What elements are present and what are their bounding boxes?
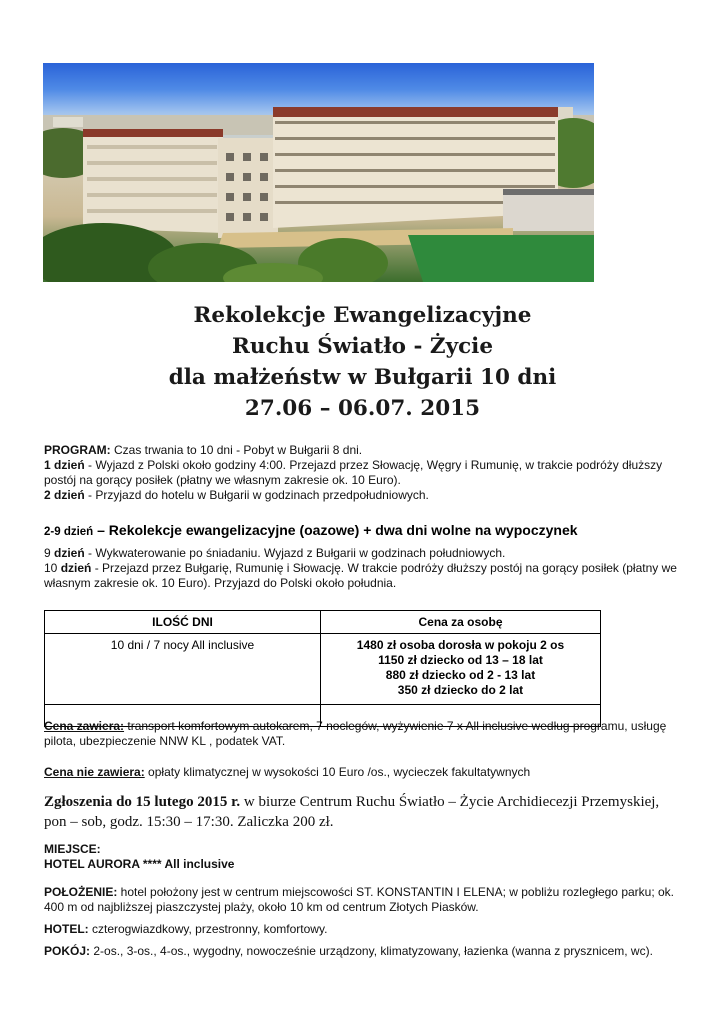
room-label: POKÓJ: <box>44 944 91 958</box>
location-label: POŁOŻENIE: <box>44 885 118 899</box>
program-section <box>44 443 684 503</box>
price-adult: 1480 zł osoba dorosła w pokoju 2 os <box>356 638 565 652</box>
return-section <box>44 546 684 591</box>
registration-deadline: Zgłoszenia do 15 lutego 2015 r. <box>44 794 241 810</box>
table-cell-days: 10 dni / 7 nocy All inclusive <box>45 634 321 705</box>
price-child-2-13: 880 zł dziecko od 2 - 13 lat <box>385 668 536 682</box>
registration-text: w biurze Centrum Ruchu Światło – Życie Archidiecezji Przemyskiej, pon – sob, godz. 15:30 – 17:30. Zaliczka 200 zł. <box>44 794 660 830</box>
day2-text: - Przyjazd do hotelu w Bułgarii w godzinach przedpołudniowych. <box>84 488 429 502</box>
day10-num: 10 <box>44 561 61 575</box>
program-label: PROGRAM: <box>44 443 111 457</box>
hotel-name: HOTEL AURORA **** All inclusive <box>44 857 235 871</box>
excludes-text: opłaty klimatycznej w wysokości 10 Euro /os., wycieczek fakultatywnych <box>144 765 531 779</box>
table-row <box>45 634 601 705</box>
hotel-section <box>44 922 684 937</box>
includes-text: transport komfortowym autokarem, 7 noclegów, wyżywienie 7 x All inclusive według programu, usługę pilota, ubezpieczenie NNW KL , podatek VAT. <box>44 719 667 748</box>
table-header-price: Cena za osobę <box>321 611 601 634</box>
includes-section <box>44 719 684 749</box>
hotel-illustration <box>43 63 594 282</box>
excludes-section <box>44 765 684 780</box>
day2-label: 2 dzień <box>44 488 85 502</box>
table-header-days: ILOŚĆ DNI <box>45 611 321 634</box>
includes-label: Cena zawiera: <box>44 719 125 733</box>
table-cell-prices <box>321 634 601 705</box>
day9-label: dzień <box>54 546 85 560</box>
room-text: 2-os., 3-os., 4-os., wygodny, nowocześnie urządzony, klimatyzowany, łazienka (wanna z prysznicem, wc). <box>90 944 653 958</box>
retreat-days: 2-9 dzień <box>44 526 94 538</box>
day9-num: 9 <box>44 546 55 560</box>
hotel-text: czterogwiazdkowy, przestronny, komfortowy. <box>88 922 328 936</box>
hotel-label: HOTEL: <box>44 922 89 936</box>
price-child-13-18: 1150 zł dziecko od 13 – 18 lat <box>378 653 543 667</box>
registration-section <box>44 792 684 832</box>
place-label: MIEJSCE: <box>44 842 101 856</box>
title-line-2: Ruchu Światło - Życie <box>231 334 494 359</box>
place-section <box>44 842 684 872</box>
price-child-under-2: 350 zł dziecko do 2 lat <box>397 683 524 697</box>
location-section <box>44 885 684 915</box>
title-line-4: 27.06 – 06.07. 2015 <box>244 396 481 421</box>
document-title <box>0 300 725 424</box>
program-text: Czas trwania to 10 dni - Pobyt w Bułgarii 8 dni. <box>110 443 363 457</box>
day10-label: dzień <box>60 561 92 575</box>
day10-text: - Przejazd przez Bułgarię, Rumunię i Słowację. W trakcie podróży dłuższy postój na gorący posiłek (płatny we własnym zakresie ok. 10 Euro). Przyjazd do Polski około południa. <box>44 561 677 590</box>
location-text: hotel położony jest w centrum miejscowości ST. KONSTANTIN I ELENA; w pobliżu rozległego parku; ok. 400 m od najbliższej piaszczystej plaży, około 10 km od centrum Złotych Piasków. <box>44 885 675 914</box>
day1-label: 1 dzień <box>44 458 85 472</box>
day1-text: - Wyjazd z Polski około godziny 4:00. Przejazd przez Słowację, Węgry i Rumunię, w trakcie podróży dłuższy postój na gorący posiłek (płatny we własnym zakresie ok. 10 Euro). <box>44 458 663 487</box>
retreat-text: Rekolekcje ewangelizacyjne (oazowe) + dwa dni wolne na wypoczynek <box>108 522 578 538</box>
title-line-3: dla małżeństw w Bułgarii 10 dni <box>168 365 557 390</box>
price-table <box>44 610 601 727</box>
hotel-photo <box>43 63 594 282</box>
day9-text: - Wykwaterowanie po śniadaniu. Wyjazd z Bułgarii w godzinach południowych. <box>84 546 506 560</box>
excludes-label: Cena nie zawiera: <box>44 765 145 779</box>
room-section <box>44 944 684 959</box>
retreat-heading <box>44 522 578 538</box>
retreat-dash: – <box>93 522 109 538</box>
title-line-1: Rekolekcje Ewangelizacyjne <box>193 303 532 328</box>
